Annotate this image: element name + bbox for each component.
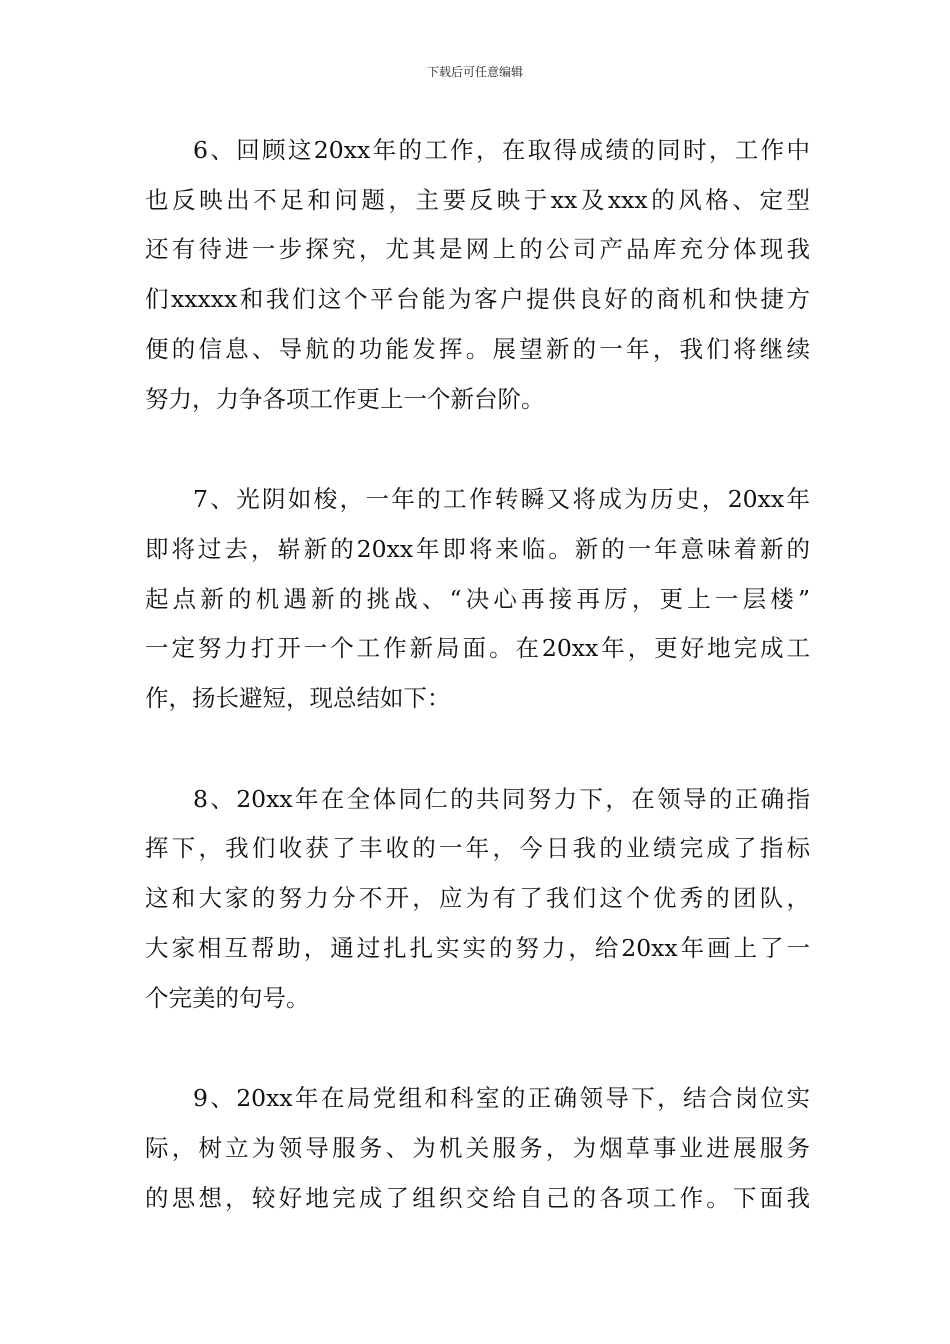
page-header-note: 下载后可任意编辑 (426, 65, 523, 79)
paragraph-line: 起点新的机遇新的挑战、“决心再接再厉，更上一层楼” (145, 584, 810, 613)
paragraph-line: 6、回顾这20xx年的工作，在取得成绩的同时，工作中 (193, 136, 810, 164)
paragraph-line: 便的信息、导航的功能发挥。展望新的一年，我们将继续 (145, 334, 810, 363)
paragraph-line: 即将过去，崭新的20xx年即将来临。新的一年意味着新的 (145, 534, 810, 563)
paragraph-line: 8、20xx年在全体同仁的共同努力下，在领导的正确指 (193, 784, 810, 813)
paragraph-line: 的思想，较好地完成了组织交给自己的各项工作。下面我 (145, 1183, 810, 1212)
paragraph-line: 作，扬长避短，现总结如下： (145, 684, 451, 713)
paragraph-line: 还有待进一步探究，尤其是网上的公司产品库充分体现我 (145, 235, 810, 264)
paragraph-line: 9、20xx年在局党组和科室的正确领导下，结合岗位实 (193, 1084, 810, 1113)
document-body (145, 126, 810, 1274)
paragraph-line: 一定努力打开一个工作新局面。在20xx年，更好地完成工 (145, 634, 810, 663)
paragraph-7 (145, 475, 810, 724)
paragraph-line: 努力，力争各项工作更上一个新台阶。 (145, 384, 545, 413)
paragraph-6 (145, 126, 810, 424)
paragraph-9 (145, 1074, 810, 1223)
paragraph-line: 这和大家的努力分不开，应为有了我们这个优秀的团队， (145, 884, 810, 913)
paragraph-line: 们xxxxx和我们这个平台能为客户提供良好的商机和快捷方 (145, 285, 810, 314)
paragraph-line: 7、光阴如梭，一年的工作转瞬又将成为历史，20xx年 (193, 485, 810, 514)
paragraph-line: 际，树立为领导服务、为机关服务，为烟草事业进展服务 (145, 1133, 810, 1162)
paragraph-line: 也反映出不足和问题，主要反映于xx及xxx的风格、定型 (145, 185, 810, 214)
paragraph-line: 大家相互帮助，通过扎扎实实的努力，给20xx年画上了一 (145, 933, 810, 962)
paragraph-line: 个完美的句号。 (145, 983, 310, 1012)
paragraph-8 (145, 775, 810, 1024)
paragraph-line: 挥下，我们收获了丰收的一年，今日我的业绩完成了指标 (145, 834, 810, 863)
